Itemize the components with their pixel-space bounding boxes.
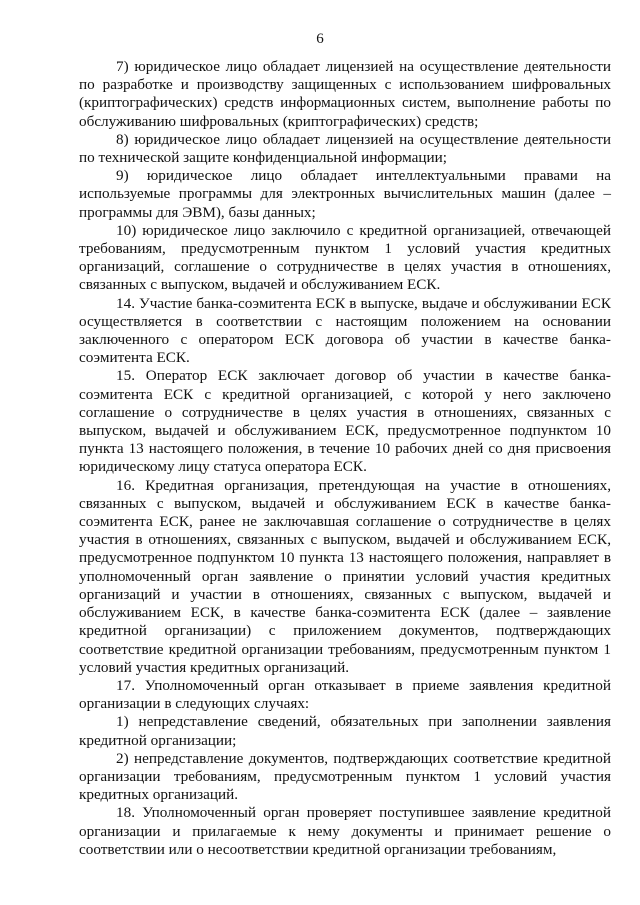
paragraph-item-7: 7) юридическое лицо обладает лицензией на осуществление деятельности по разработке и производству защищенных с использованием шифровальных (криптографических) средств информационных систем, выполнение работы по обслуживанию шифровальных (криптографических) средств;	[79, 58, 611, 130]
paragraph-item-8: 8) юридическое лицо обладает лицензией на осуществление деятельности по технической защите конфиденциальной информации;	[79, 130, 611, 167]
paragraph-clause-17: 17. Уполномоченный орган отказывает в приеме заявления кредитной организации в следующих случаях:	[79, 676, 611, 713]
paragraph-item-9: 9) юридическое лицо обладает интеллектуальными правами на используемые программы для электронных вычислительных машин (далее – программы для ЭВМ), базы данных;	[79, 167, 611, 221]
paragraph-item-10: 10) юридическое лицо заключило с кредитной организацией, отвечающей требованиям, предусмотренным пунктом 1 условий участия кредитных организаций, соглашение о сотрудничестве в целях участия в отношениях, связанных с выпуском, выдачей и обслуживанием ЕСК.	[79, 221, 611, 294]
paragraph-clause-15: 15. Оператор ЕСК заключает договор об участии в качестве банка-соэмитента ЕСК с кредитной организацией, с которой у него заключено соглашение о сотрудничестве в целях участия в отношениях, связанных с выпуском, выдачей и обслуживанием ЕСК, предусмотренное подпунктом 10 пункта 13 настоящего положения, в течение 10 рабочих дней со дня присвоения юридическому лицу статуса оператора ЕСК.	[79, 367, 611, 476]
paragraph-clause-14: 14. Участие банка-соэмитента ЕСК в выпуске, выдаче и обслуживании ЕСК осуществляется в соответствии с настоящим положением на основании заключенного с оператором ЕСК договора об участии в качестве банка-соэмитента ЕСК.	[79, 294, 611, 367]
document-body	[79, 58, 611, 859]
paragraph-clause-17-item-2: 2) непредставление документов, подтверждающих соответствие кредитной организации требованиям, предусмотренным пунктом 1 условий участия кредитных организаций.	[79, 749, 611, 804]
paragraph-clause-17-item-1: 1) непредставление сведений, обязательных при заполнении заявления кредитной организации;	[79, 713, 611, 749]
page-number: 6	[316, 31, 324, 47]
paragraph-clause-18: 18. Уполномоченный орган проверяет поступившее заявление кредитной организации и прилагаемые к нему документы и принимает решение о соответствии или о несоответствии кредитной организации требованиям,	[79, 804, 611, 858]
paragraph-clause-16: 16. Кредитная организация, претендующая на участие в отношениях, связанных с выпуском, выдачей и обслуживанием ЕСК в качестве банка-соэмитента ЕСК, ранее не заключавшая соглашение о сотрудничестве в целях участия в отношениях, связанных с выпуском, выдачей и обслуживанием ЕСК, предусмотренное подпунктом 10 пункта 13 настоящего положения, направляет в уполномоченный орган заявление о принятии условий участия кредитных организаций и участии в отношениях, связанных с выпуском, выдачей и обслуживанием ЕСК, в качестве банка-соэмитента ЕСК (далее – заявление кредитной организации) с приложением документов, подтверждающих соответствие кредитной организации требованиям, предусмотренным пунктом 1 условий участия кредитных организаций.	[79, 476, 611, 676]
